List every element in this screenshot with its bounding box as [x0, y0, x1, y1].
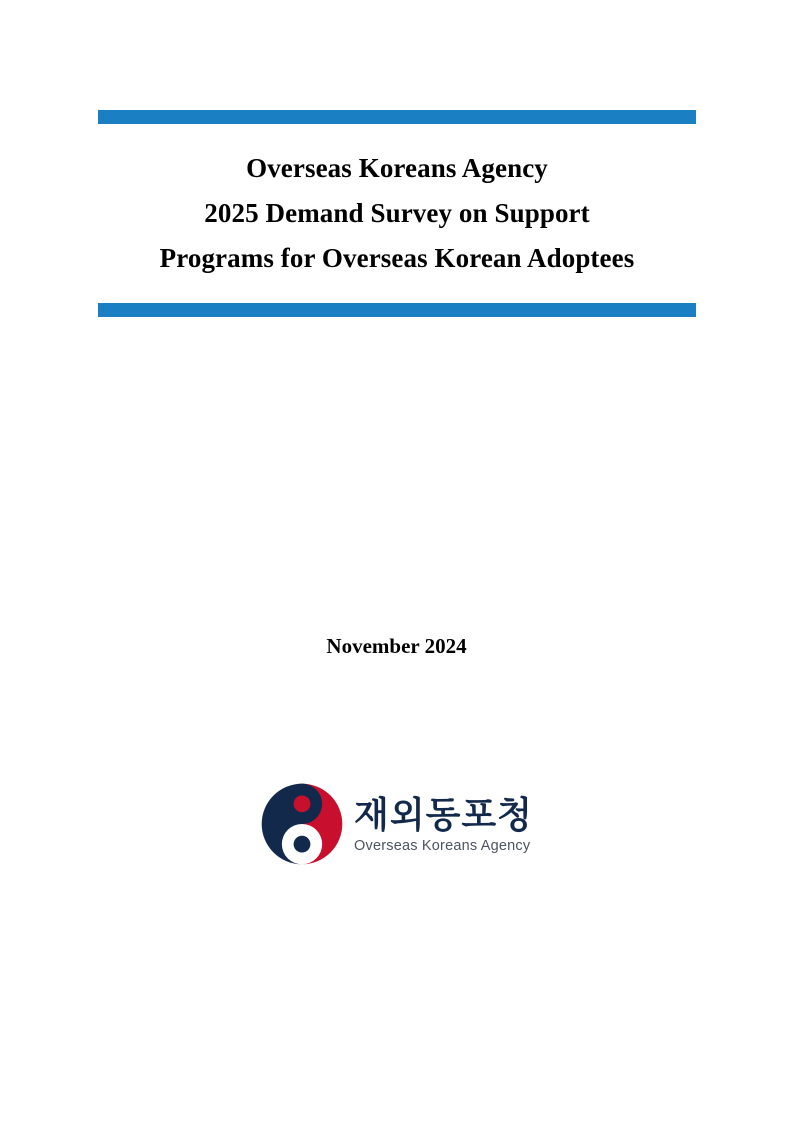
title-block: [98, 110, 696, 317]
logo-english-name: Overseas Koreans Agency: [354, 838, 531, 854]
title-line-3: Programs for Overseas Korean Adoptees: [159, 243, 635, 273]
page-title: [98, 146, 696, 281]
title-rule-bottom: [98, 303, 696, 317]
document-date: November 2024: [326, 634, 467, 658]
title-line-1: Overseas Koreans Agency: [246, 153, 548, 183]
agency-logo: [0, 782, 793, 866]
title-rule-top: [98, 110, 696, 124]
taegeuk-swirl-logo-icon: [260, 782, 344, 866]
logo-korean-name: 재외동포청: [354, 794, 533, 835]
title-line-2: 2025 Demand Survey on Support: [204, 198, 590, 228]
